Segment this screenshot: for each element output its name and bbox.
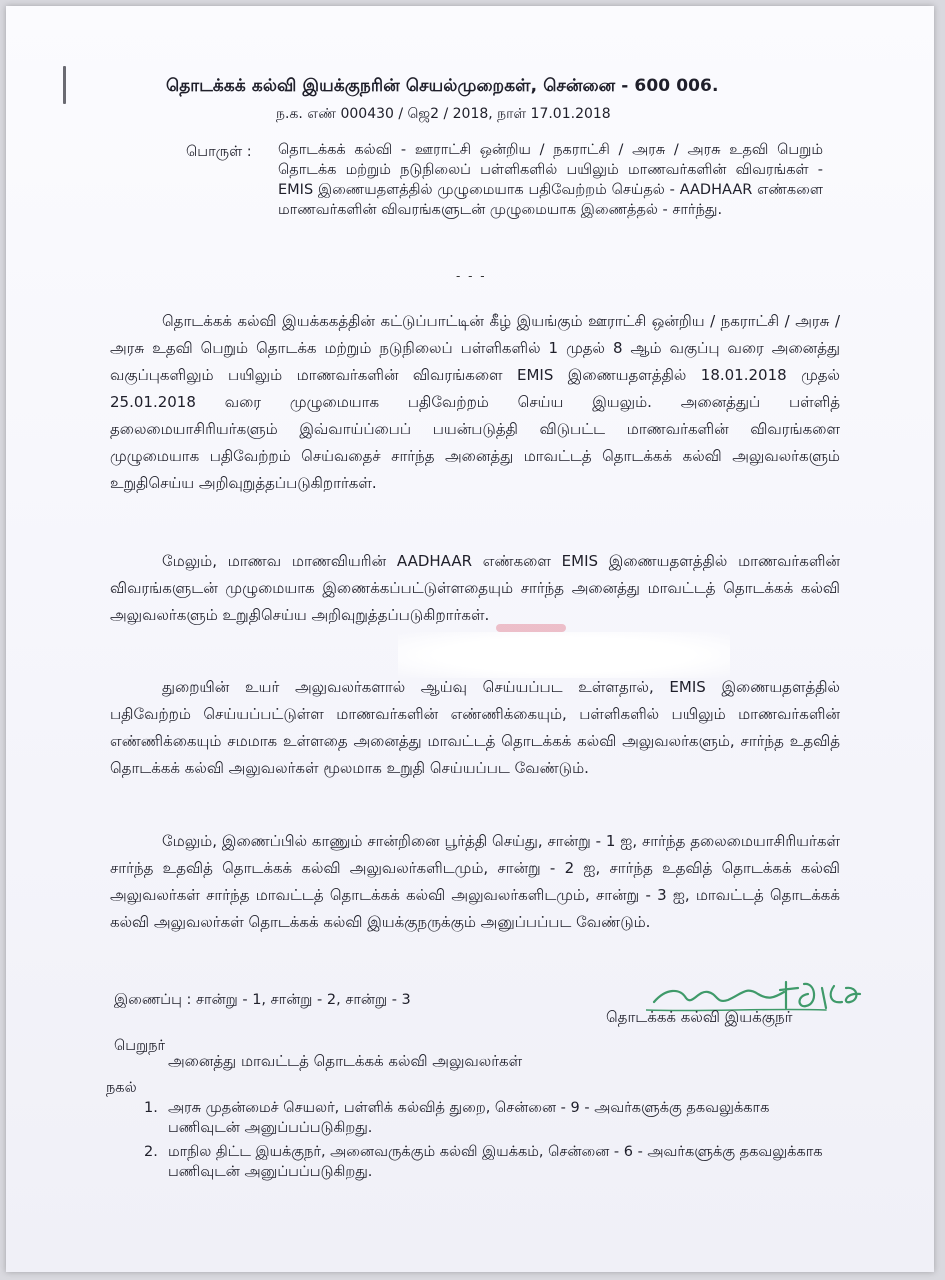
redaction-patch (398, 632, 730, 678)
signatory-designation: தொடக்கக் கல்வி இயக்குநர் (606, 1008, 793, 1026)
copy-item-text: அரசு முதன்மைச் செயலர், பள்ளிக் கல்வித் துறை, சென்னை - 9 - அவர்களுக்கு தகவலுக்காக பணிவுடன் அனுப்பப்படுகிறது. (168, 1100, 770, 1136)
redaction-tint (496, 624, 566, 632)
copy-item-number: 2. (144, 1144, 158, 1160)
recipient-text: அனைத்து மாவட்டத் தொடக்கக் கல்வி அலுவலர்கள் (168, 1052, 523, 1070)
copy-item-number: 1. (144, 1100, 158, 1116)
copy-item (144, 1098, 844, 1138)
body-paragraph: மேலும், இணைப்பில் காணும் சான்றினை பூர்த்தி செய்து, சான்று - 1 ஐ, சார்ந்த தலைமையாசிரியர்கள் சார்ந்த உதவித் தொடக்கக் கல்வி அலுவலர்களிடமும், சான்று - 2 ஐ, சார்ந்த உதவித் தொடக்கக் கல்வி அலுவலர்கள் சார்ந்த மாவட்டத் தொடக்கக் கல்வி அலுவலர்களிடமும், சான்று - 3 ஐ, மாவட்டத் தொடக்கக் கல்வி அலுவலர்கள் தொடக்கக் கல்வி இயக்குநருக்கும் அனுப்பப்பட வேண்டும். (110, 832, 840, 931)
reference-number: ந.க. எண் 000430 / ஜெ2 / 2018, நாள் 17.01.2018 (276, 106, 611, 122)
copy-item-text: மாநில திட்ட இயக்குநர், அனைவருக்கும் கல்வி இயக்கம், சென்னை - 6 - அவர்களுக்கு தகவலுக்காக பணிவுடன் அனுப்பப்படுகிறது. (168, 1144, 823, 1180)
body-paragraph: மேலும், மாணவ மாணவியரின் AADHAAR எண்களை EMIS இணையதளத்தில் மாணவர்களின் விவரங்களுடன் முழுமையாக இணைக்கப்பட்டுள்ளதையும் சார்ந்த அனைத்து மாவட்டத் தொடக்கக் கல்வி அலுவலர்களும் உறுதிசெய்ய அறிவுறுத்தப்படுகிறார்கள். (110, 552, 840, 624)
subject-label: பொருள் : (186, 144, 252, 160)
copy-label: நகல் (106, 1080, 137, 1096)
document-page (6, 6, 934, 1272)
body-paragraph: தொடக்கக் கல்வி இயக்ககத்தின் கட்டுப்பாட்டின் கீழ் இயங்கும் ஊராட்சி ஒன்றிய / நகராட்சி / அரசு / அரசு உதவி பெறும் தொடக்க மற்றும் நடுநிலைப் பள்ளிகளில் 1 முதல் 8 ஆம் வகுப்பு வரை அனைத்து வகுப்புகளிலும் பயிலும் மாணவர்களின் விவரங்களை EMIS இணையதளத்தில் 18.01.2018 முதல் 25.01.2018 வரை முழுமையாக பதிவேற்றம் செய்ய இயலும். அனைத்துப் பள்ளித் தலைமையாசிரியர்களும் இவ்வாய்ப்பைப் பயன்படுத்தி விடுபட்ட மாணவர்களின் விவரங்களை முழுமையாக பதிவேற்றம் செய்வதைச் சார்ந்த அனைத்து மாவட்டத் தொடக்கக் கல்வி அலுவலர்களும் உறுதிசெய்ய அறிவுறுத்தப்படுகிறார்கள். (110, 312, 840, 492)
margin-pen-mark (63, 66, 66, 104)
enclosure-line: இணைப்பு : சான்று - 1, சான்று - 2, சான்று - 3 (114, 992, 411, 1008)
document-title: தொடக்கக் கல்வி இயக்குநரின் செயல்முறைகள், சென்னை - 600 006. (166, 76, 719, 96)
body-paragraph: துறையின் உயர் அலுவலர்களால் ஆய்வு செய்யப்பட உள்ளதால், EMIS இணையதளத்தில் பதிவேற்றம் செய்யப்பட்டுள்ள மாணவர்களின் எண்ணிக்கையும், பள்ளிகளில் பயிலும் மாணவர்களின் எண்ணிக்கையும் சமமாக உள்ளதை அனைத்து மாவட்டத் தொடக்கக் கல்வி அலுவலர்களும், சார்ந்த உதவித் தொடக்கக் கல்வி அலுவலர்கள் மூலமாக உறுதி செய்யப்பட வேண்டும். (110, 678, 840, 777)
subject-text: தொடக்கக் கல்வி - ஊராட்சி ஒன்றிய / நகராட்சி / அரசு / அரசு உதவி பெறும் தொடக்க மற்றும் நடுநிலைப் பள்ளிகளில் பயிலும் மாணவர்களின் விவரங்கள் - EMIS இணையதளத்தில் முழுமையாக பதிவேற்றம் செய்தல் - AADHAAR எண்களை மாணவர்களின் விவரங்களுடன் முழுமையாக இணைத்தல் - சார்ந்து. (278, 142, 823, 218)
recipient-label: பெறுநர் (114, 1038, 166, 1054)
copy-item (144, 1142, 844, 1182)
subject-separator: - - - (456, 269, 487, 283)
